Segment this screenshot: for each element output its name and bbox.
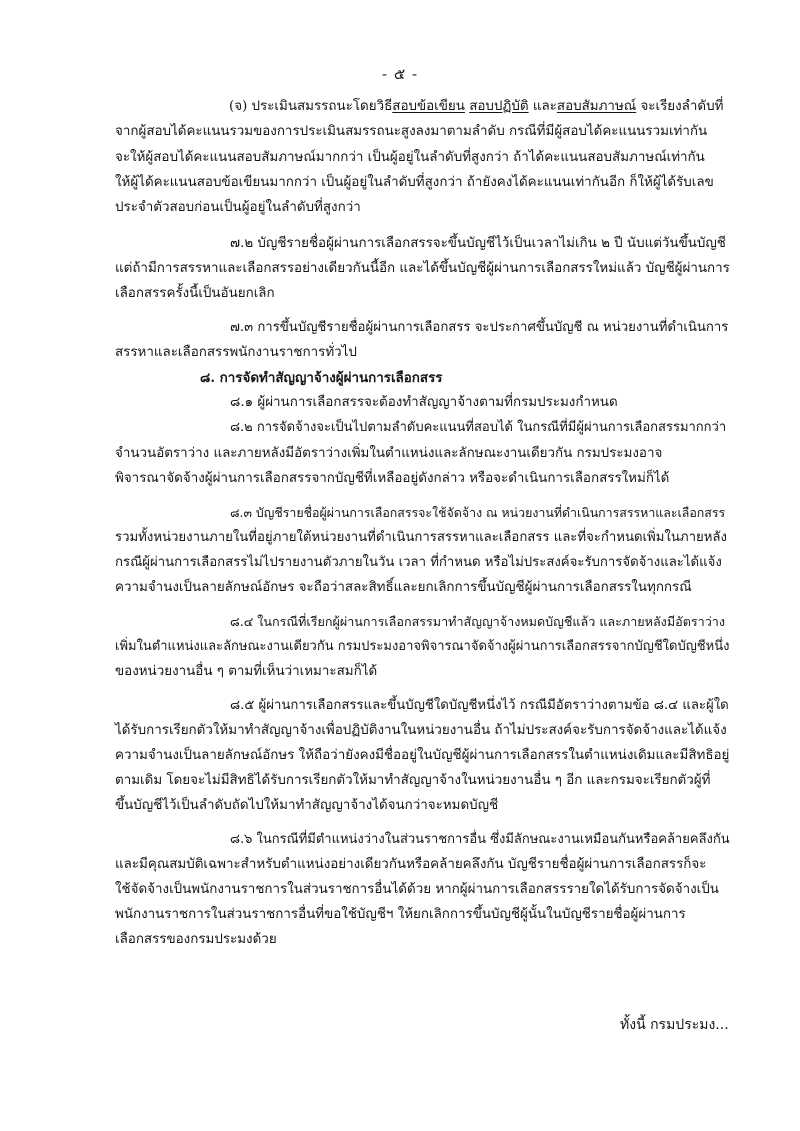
- section-8-4-line-1: ๘.๔ ในกรณีที่เรียกผู้ผ่านการเลือกสรรมาทำสัญญาจ้างหมดบัญชีแล้ว และภายหลังมีอัตราว่าง: [230, 614, 726, 629]
- section-8-6-line-5: เลือกสรรของกรมประมงด้วย: [115, 932, 277, 947]
- section-8-5-line-1: ๘.๕ ผู้ผ่านการเลือกสรรและขึ้นบัญชีใดบัญชีหนึ่งไว้ กรณีมีอัตราว่างตามข้อ ๘.๔ และผู้ใด: [230, 698, 729, 713]
- para-jo-line-1: [229, 97, 723, 117]
- para-jo-line-5: ประจำตัวสอบก่อนเป็นผู้อยู่ในลำดับที่สูงกว่า: [115, 200, 361, 215]
- section-8-4-line-3: ของหน่วยงานอื่น ๆ ตามที่เห็นว่าเหมาะสมก็ได้: [115, 664, 378, 679]
- section-8-5-line-4: ตามเดิม โดยจะไม่มีสิทธิได้รับการเรียกตัวให้มาทำสัญญาจ้างในหน่วยงานอื่น ๆ อีก และกรมจะเรียกตัวผู้ที่: [115, 773, 711, 788]
- section-7-2-line-2: แต่ถ้ามีการสรรหาและเลือกสรรอย่างเดียวกันนี้อีก และได้ขึ้นบัญชีผู้ผ่านการเลือกสรรใหม่แล้ว บัญชีผู้ผ่านการ: [115, 261, 730, 276]
- section-8-6-line-3: ใช้จัดจ้างเป็นพนักงานราชการในส่วนราชการอื่นได้ด้วย หากผู้ผ่านการเลือกสรรรายใดได้รับการจัดจ้างเป็น: [115, 882, 719, 897]
- section-8-5-line-3: ความจำนงเป็นลายลักษณ์อักษร ให้ถือว่ายังคงมีชื่ออยู่ในบัญชีผู้ผ่านการเลือกสรรในตำแหน่งเดิมและมีสิทธิอยู่: [115, 748, 730, 763]
- section-7-3-line-1: ๗.๓ การขึ้นบัญชีรายชื่อผู้ผ่านการเลือกสรร จะประกาศขึ้นบัญชี ณ หน่วยงานที่ดำเนินการ: [230, 320, 729, 335]
- section-8-5-line-5: ขึ้นบัญชีไว้เป็นลำดับถัดไปให้มาทำสัญญาจ้างได้จนกว่าจะหมดบัญชี: [115, 798, 499, 813]
- para-jo-suffix: จะเรียงลำดับที่: [636, 99, 724, 114]
- section-8-3-line-3: กรณีผู้ผ่านการเลือกสรรไม่ไปรายงานตัวภายในวัน เวลา ที่กำหนด หรือไม่ประสงค์จะรับการจัดจ้างและได้แจ้ง: [115, 555, 722, 570]
- section-8-1: ๘.๑ ผู้ผ่านการเลือกสรรจะต้องทำสัญญาจ้างตามที่กรมประมงกำหนด: [230, 395, 618, 410]
- section-8-6-line-1: ๘.๖ ในกรณีที่มีตำแหน่งว่างในส่วนราชการอื่น ซึ่งมีลักษณะงานเหมือนกันหรือคล้ายคลึงกัน: [230, 832, 730, 847]
- para-jo-prefix: (จ) ประเมินสมรรถนะโดยวิธี: [229, 99, 393, 114]
- written-exam-term: สอบข้อเขียน: [392, 99, 465, 114]
- section-8-5-line-2: ได้รับการเรียกตัวให้มาทำสัญญาจ้างเพื่อปฏิบัติงานในหน่วยงานอื่น ถ้าไม่ประสงค์จะรับการจัดจ้างและได้แจ้ง: [115, 723, 727, 738]
- footer-continuation: ทั้งนี้ กรมประมง...: [620, 1017, 729, 1033]
- page-number: - ๕ -: [381, 65, 419, 83]
- section-8-6-line-2: และมีคุณสมบัติเฉพาะสำหรับตำแหน่งอย่างเดียวกันหรือคล้ายคลึงกัน บัญชีรายชื่อผู้ผ่านการเลือกสรรก็จะ: [115, 857, 707, 872]
- section-7-2-line-3: เลือกสรรครั้งนี้เป็นอันยกเลิก: [115, 286, 275, 301]
- para-jo-line-3: จะให้ผู้สอบได้คะแนนสอบสัมภาษณ์มากกว่า เป็นผู้อยู่ในลำดับที่สูงกว่า ถ้าได้คะแนนสอบสัมภาษณ์เท่ากัน: [115, 150, 705, 165]
- section-7-2-line-1: ๗.๒ บัญชีรายชื่อผู้ผ่านการเลือกสรรจะขึ้นบัญชีไว้เป็นเวลาไม่เกิน ๒ ปี นับแต่วันขึ้นบัญชี: [230, 236, 726, 251]
- section-8-2-line-1: ๘.๒ การจัดจ้างจะเป็นไปตามลำดับคะแนนที่สอบได้ ในกรณีที่มีผู้ผ่านการเลือกสรรมากกว่า: [230, 420, 727, 435]
- interview-exam-term: สอบสัมภาษณ์: [556, 99, 637, 114]
- para-jo-line-4: ให้ผู้ได้คะแนนสอบข้อเขียนมากกว่า เป็นผู้อยู่ในลำดับที่สูงกว่า ถ้ายังคงได้คะแนนเท่ากันอีก ก็ให้ผู้ได้รับเลข: [115, 175, 714, 190]
- section-8-4-line-2: เพิ่มในตำแหน่งและลักษณะงานเดียวกัน กรมประมงอาจพิจารณาจัดจ้างผู้ผ่านการเลือกสรรจากบัญชีใดบัญชีหนึ่ง: [115, 639, 730, 654]
- section-8-2-line-3: พิจารณาจัดจ้างผู้ผ่านการเลือกสรรจากบัญชีที่เหลืออยู่ดังกล่าว หรือจะดำเนินการเลือกสรรใหม่ก็ได้: [115, 471, 670, 486]
- section-8-3-line-4: ความจำนงเป็นลายลักษณ์อักษร จะถือว่าสละสิทธิ์และยกเลิกการขึ้นบัญชีผู้ผ่านการเลือกสรรในทุกกรณี: [115, 580, 692, 595]
- practical-exam-term: สอบปฏิบัติ: [469, 99, 529, 114]
- section-8-2-line-2: จำนวนอัตราว่าง และภายหลังมีอัตราว่างเพิ่มในตำแหน่งและลักษณะงานเดียวกัน กรมประมงอาจ: [115, 446, 663, 461]
- section-7-3-line-2: สรรหาและเลือกสรรพนักงานราชการทั่วไป: [115, 345, 357, 360]
- section-8-6-line-4: พนักงานราชการในส่วนราชการอื่นที่ขอใช้บัญชีฯ ให้ยกเลิกการขึ้นบัญชีผู้นั้นในบัญชีรายชื่อผู้ผ่านการ: [115, 907, 686, 922]
- section-8-3-line-2: รวมทั้งหน่วยงานภายในที่อยู่ภายใต้หน่วยงานที่ดำเนินการสรรหาและเลือกสรร และที่จะกำหนดเพิ่มในภายหลัง: [115, 530, 727, 545]
- para-jo-line-2: จากผู้สอบได้คะแนนรวมของการประเมินสมรรถนะสูงลงมาตามลำดับ กรณีที่มีผู้สอบได้คะแนนรวมเท่ากัน: [115, 124, 708, 139]
- section-8-heading: ๘. การจัดทำสัญญาจ้างผู้ผ่านการเลือกสรร: [200, 370, 443, 386]
- section-8-3-line-1: ๘.๓ บัญชีรายชื่อผู้ผ่านการเลือกสรรจะใช้จัดจ้าง ณ หน่วยงานที่ดำเนินการสรรหาและเลือกสรร: [230, 505, 726, 520]
- separator: และ: [528, 99, 557, 114]
